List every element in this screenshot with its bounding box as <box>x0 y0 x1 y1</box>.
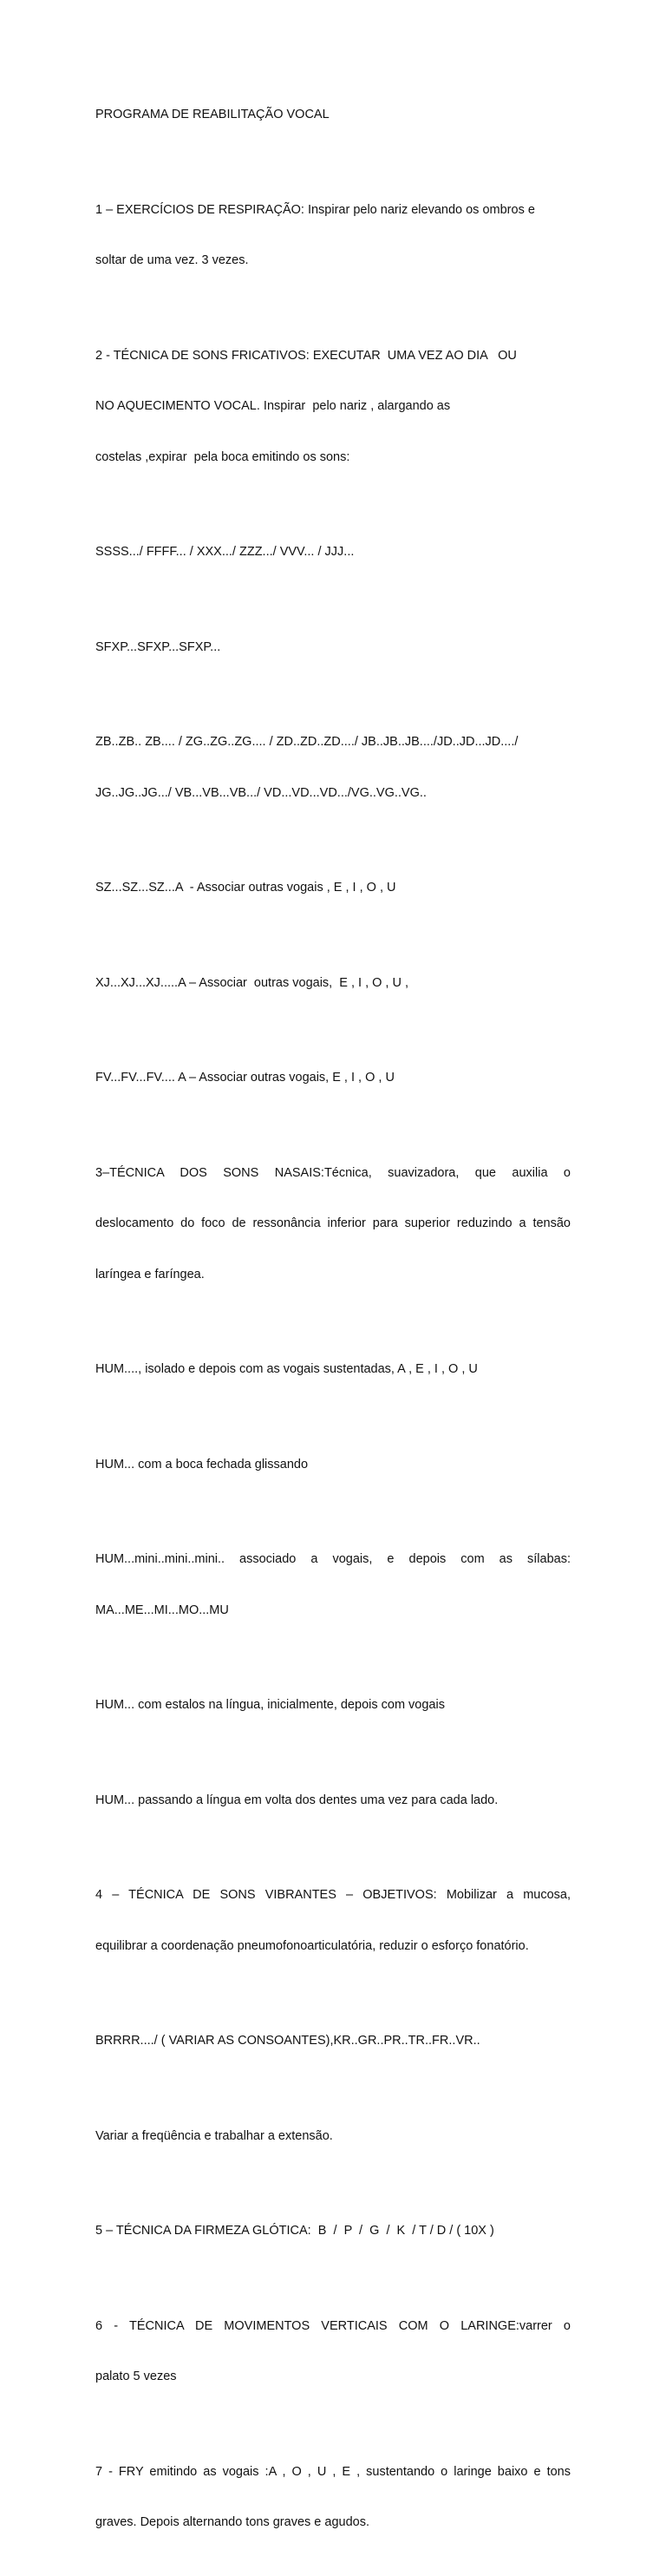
text-line: soltar de uma vez. 3 vezes. <box>95 253 249 267</box>
text-line: JG..JG..JG.../ VB...VB...VB.../ VD...VD...VD.../VG..VG..VG.. <box>95 785 427 800</box>
text-line: deslocamento do foco de ressonância inferior para superior reduzindo a tensão <box>95 1216 571 1230</box>
paragraph-brrrr <box>95 1999 571 2084</box>
text-line: BRRRR..../ ( VARIAR AS CONSOANTES),KR..GR..PR..TR..FR..VR.. <box>95 2034 480 2048</box>
text-line: 7 - FRY emitindo as vogais :A , O , U , E , sustentando o laringe baixo e tons <box>95 2464 571 2479</box>
text-line: 2 - TÉCNICA DE SONS FRICATIVOS: EXECUTAR UMA VEZ AO DIA OU <box>95 348 517 363</box>
paragraph-syllable-pairs <box>95 700 571 836</box>
document-page <box>95 73 571 2576</box>
paragraph-sfxp <box>95 606 571 691</box>
paragraph-fricative-technique <box>95 314 571 501</box>
text-line: ZB..ZB.. ZB.... / ZG..ZG..ZG.... / ZD..ZD..ZD..../ JB..JB..JB..../JD..JD...JD..../ <box>95 735 519 749</box>
text-line: 4 – TÉCNICA DE SONS VIBRANTES – OBJETIVOS: Mobilizar a mucosa, <box>95 1888 571 1902</box>
paragraph-glottal-firmness <box>95 2189 571 2274</box>
paragraph-hum-mini <box>95 1517 571 1653</box>
text-line: HUM... passando a língua em volta dos dentes uma vez para cada lado. <box>95 1793 499 1807</box>
text-line: XJ...XJ...XJ.....A – Associar outras vogais, E , I , O , U , <box>95 975 409 990</box>
paragraph-hum-isolated <box>95 1327 571 1413</box>
paragraph-hum-tongue-clicks <box>95 1663 571 1748</box>
text-line: graves. Depois alternando tons graves e agudos. <box>95 2515 369 2529</box>
text-line: HUM...., isolado e depois com as vogais sustentadas, A , E , I , O , U <box>95 1362 478 1376</box>
text-line: MA...ME...MI...MO...MU <box>95 1603 229 1617</box>
title-text: PROGRAMA DE REABILITAÇÃO VOCAL <box>95 108 330 121</box>
paragraph-breathing-exercises <box>95 168 571 304</box>
paragraph-sz-vowels <box>95 846 571 931</box>
text-line: FV...FV...FV.... A – Associar outras vogais, E , I , O , U <box>95 1071 395 1085</box>
text-line: HUM... com estalos na língua, inicialmente, depois com vogais <box>95 1698 445 1712</box>
paragraph-fry <box>95 2430 571 2566</box>
text-line: 5 – TÉCNICA DA FIRMEZA GLÓTICA: B / P / G / K / T / D / ( 10X ) <box>95 2224 494 2238</box>
text-line: SFXP...SFXP...SFXP... <box>95 639 221 654</box>
paragraph-nasal-technique <box>95 1131 571 1318</box>
text-line: 1 – EXERCÍCIOS DE RESPIRAÇÃO: Inspirar pelo nariz elevando os ombros e <box>95 202 535 217</box>
paragraph-xj-vowels <box>95 941 571 1026</box>
text-line: costelas ,expirar pela boca emitindo os sons: <box>95 449 350 464</box>
document-title <box>95 73 571 158</box>
paragraph-hum-glissando <box>95 1423 571 1508</box>
paragraph-fricative-sounds <box>95 510 571 595</box>
paragraph-vertical-larynx <box>95 2284 571 2420</box>
text-line: Variar a freqüência e trabalhar a extensão. <box>95 2128 333 2143</box>
text-line: SSSS.../ FFFF... / XXX.../ ZZZ.../ VVV... / JJJ... <box>95 545 355 559</box>
text-line: 3–TÉCNICA DOS SONS NASAIS:Técnica, suavizadora, que auxilia o <box>95 1165 571 1180</box>
paragraph-frequency <box>95 2094 571 2179</box>
text-line: 6 - TÉCNICA DE MOVIMENTOS VERTICAIS COM O LARINGE:varrer o <box>95 2318 571 2333</box>
paragraph-fv-vowels <box>95 1036 571 1121</box>
paragraph-vibrant-technique <box>95 1853 571 1989</box>
text-line: SZ...SZ...SZ...A - Associar outras vogais , E , I , O , U <box>95 881 396 895</box>
text-line: HUM...mini..mini..mini.. associado a vogais, e depois com as sílabas: <box>95 1552 571 1566</box>
text-line: palato 5 vezes <box>95 2370 177 2383</box>
text-line: laríngea e faríngea. <box>95 1267 205 1281</box>
paragraph-hum-tongue-around-teeth <box>95 1759 571 1844</box>
text-line: equilibrar a coordenação pneumofonoarticulatória, reduzir o esforço fonatório. <box>95 1938 529 1953</box>
text-line: HUM... com a boca fechada glissando <box>95 1457 309 1472</box>
text-line: NO AQUECIMENTO VOCAL. Inspirar pelo nariz , alargando as <box>95 399 451 413</box>
